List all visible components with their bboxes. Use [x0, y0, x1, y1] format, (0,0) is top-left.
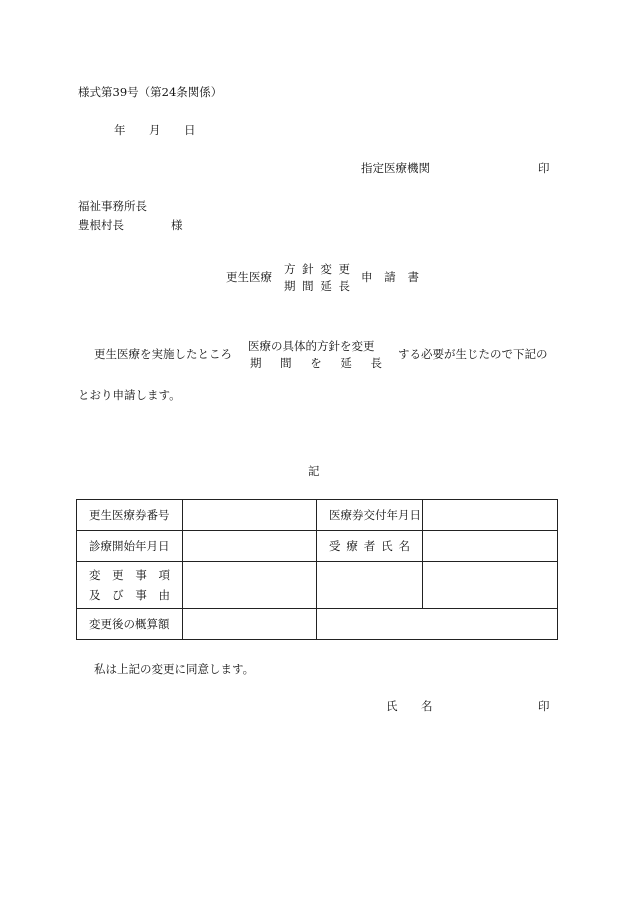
label-estimated-amount-after-change: 変更後の概算額	[77, 609, 183, 640]
date-month-label: 月	[149, 123, 161, 137]
title-prefix: 更生医療	[226, 270, 272, 284]
addressee-honorific: 様	[171, 218, 183, 232]
field-estimated-amount-1[interactable]	[183, 609, 317, 640]
title-option-policy-change: 方 針 変 更	[284, 262, 350, 276]
body-lead-text: 更生医療を実施したところ	[94, 347, 232, 361]
field-patient-name[interactable]	[423, 531, 558, 562]
addressee-village-head: 豊根村長	[78, 218, 124, 232]
field-medical-ticket-number[interactable]	[183, 500, 317, 531]
title-suffix: 申 請 書	[361, 270, 419, 284]
field-ticket-issue-date[interactable]	[423, 500, 558, 531]
form-number: 様式第39号（第24条関係）	[78, 85, 223, 99]
body-tail-text: する必要が生じたので下記の	[398, 347, 548, 361]
field-estimated-amount-2[interactable]	[317, 609, 558, 640]
applicant-seal-mark: 印	[538, 161, 550, 175]
consent-statement: 私は上記の変更に同意します。	[94, 662, 255, 676]
signature-name-label-b: 名	[421, 699, 433, 713]
date-year-label: 年	[114, 123, 126, 137]
date-day-label: 日	[184, 123, 196, 137]
signature-seal-mark: 印	[538, 699, 550, 713]
detail-table	[76, 499, 558, 640]
body-second-line: とおり申請します。	[78, 388, 181, 402]
ki-heading: 記	[308, 464, 320, 478]
label-ticket-issue-date: 医療券交付年月日	[317, 500, 423, 531]
title-option-period-extension: 期 間 延 長	[284, 279, 350, 293]
field-change-items-1[interactable]	[183, 562, 317, 609]
applicant-institution-label: 指定医療機関	[361, 161, 430, 175]
field-change-items-2[interactable]	[317, 562, 423, 609]
body-option-period-extension: 期 間 を 延 長	[250, 356, 382, 370]
signature-name-label-a: 氏	[386, 699, 398, 713]
label-change-items-and-reasons: 変 更 事 項 及 び 事 由	[77, 562, 183, 609]
body-option-policy-change: 医療の具体的方針を変更	[248, 339, 375, 353]
field-change-items-3[interactable]	[423, 562, 558, 609]
label-treatment-start-date: 診療開始年月日	[77, 531, 183, 562]
label-medical-ticket-number: 更生医療券番号	[77, 500, 183, 531]
addressee-welfare-office: 福祉事務所長	[78, 199, 147, 213]
field-treatment-start-date[interactable]	[183, 531, 317, 562]
label-patient-name: 受 療 者 氏 名	[317, 531, 423, 562]
